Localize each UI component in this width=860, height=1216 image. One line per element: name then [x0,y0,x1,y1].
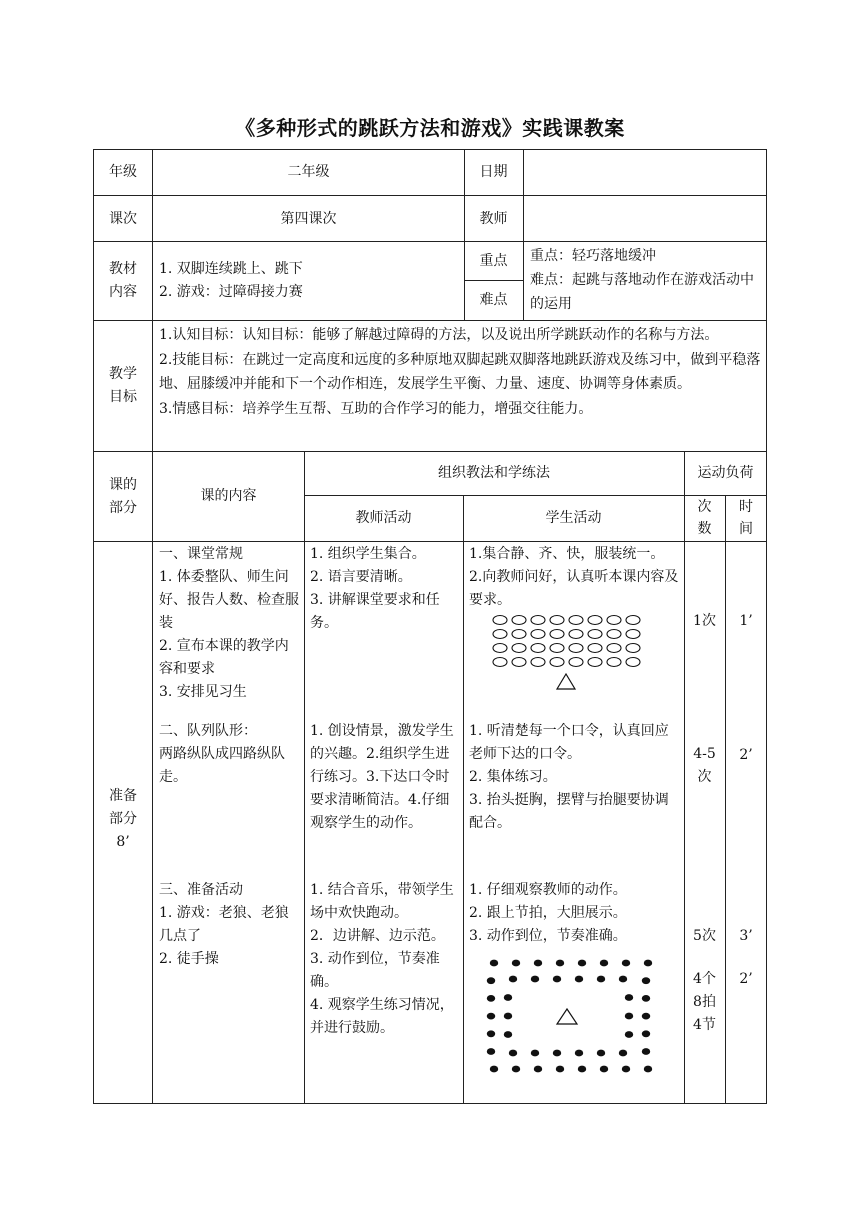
student-dot-icon [553,1050,561,1057]
count-4: 4个 8拍 4节 [693,970,716,1033]
teacher-triangle-icon [557,1009,577,1024]
student-oval-icon [626,616,640,625]
student-dot-icon [642,1013,650,1020]
student-oval-icon [512,630,526,639]
head-time: 时 间 [739,499,753,537]
time-1: 1’ [739,612,753,629]
head-count: 次 数 [697,499,712,537]
student-dot-icon [487,1013,495,1020]
student-oval-icon [626,658,640,667]
student-dot-icon [509,976,517,983]
student-oval-icon [531,644,545,653]
student-dot-icon [578,1066,586,1073]
student-dot-icon [600,960,608,967]
student-dot-icon [512,1066,520,1073]
student-dot-icon [578,960,586,967]
teacher-activity-1: 1. 组织学生集合。 2. 语言要清晰。 3. 讲解课堂要求和任务。 [310,546,440,631]
student-dot-icon [575,1050,583,1057]
time-3: 3’ [739,927,753,944]
student-dot-icon [509,1050,517,1057]
student-oval-icon [626,644,640,653]
student-dot-icon [490,1066,498,1073]
content-formation: 二、队列队形： 两路纵队成四路纵队走。 [159,723,285,785]
student-dot-icon [644,1066,652,1073]
count-2: 4-5 次 [693,746,716,785]
time-2: 2’ [739,746,753,763]
head-method: 组织教法和学练法 [438,464,550,481]
student-activity-3: 1. 仔细观察教师的动作。 2. 跟上节拍，大胆展示。 3. 动作到位，节奏准确。 [469,882,627,944]
date-label: 日期 [479,164,508,180]
student-oval-icon [550,630,564,639]
student-oval-icon [569,630,583,639]
content-label: 教材 内容 [109,261,137,300]
student-dot-icon [487,1048,495,1055]
student-oval-icon [493,644,507,653]
student-dot-icon [575,976,583,983]
student-activity-1: 1.集合静、齐、快，服装统一。 2.向教师问好，认真听本课内容及要求。 [469,546,679,608]
student-dot-icon [625,994,633,1001]
student-oval-icon [512,658,526,667]
student-oval-icon [569,644,583,653]
student-dot-icon [490,960,498,967]
content-items: 1. 双脚连续跳上、跳下 2. 游戏：过障碍接力赛 [159,261,303,300]
student-oval-icon [569,658,583,667]
student-oval-icon [550,616,564,625]
student-dot-icon [600,1066,608,1073]
student-dot-icon [556,960,564,967]
objectives-label: 教学 目标 [109,366,137,405]
student-oval-icon [588,658,602,667]
student-dot-icon [534,960,542,967]
head-load: 运动负荷 [697,464,754,481]
student-dot-icon [642,995,650,1002]
student-dot-icon [625,1013,633,1020]
grade-value: 二年级 [287,164,330,180]
lesson-value: 第四课次 [280,210,337,227]
head-student: 学生活动 [545,509,602,526]
count-3: 5次 [693,927,716,944]
student-oval-icon [493,630,507,639]
student-dot-icon [597,1050,605,1057]
content-routine: 一、课堂常规 1. 体委整队、师生问好、报告人数、检查服装 2. 宣布本课的教学内容和要求 3. 安排见习生 [159,546,299,700]
student-dot-icon [556,1066,564,1073]
student-dot-icon [642,977,650,984]
grade-label: 年级 [109,164,137,180]
student-dot-icon [504,1031,512,1038]
student-oval-icon [607,630,621,639]
student-activity-2: 1. 听清楚每一个口令，认真回应老师下达的口令。 2. 集体练习。 3. 抬头挺胸，摆臂与抬腿要协调配合。 [469,723,669,831]
student-dot-icon [553,976,561,983]
student-dot-icon [642,1048,650,1055]
student-oval-icon [607,616,621,625]
student-oval-icon [550,644,564,653]
student-oval-icon [607,658,621,667]
student-dot-icon [504,994,512,1001]
student-dot-icon [597,976,605,983]
time-4: 2’ [739,970,753,987]
student-dot-icon [625,1031,633,1038]
formation-square-diagram [486,957,656,1077]
teacher-triangle-icon [557,674,575,689]
lesson-plan-table [93,149,767,1104]
teacher-activity-2: 1. 创设情景，激发学生的兴趣。2.组织学生进行练习。3.下达口令时要求清晰简洁。4.仔细观察学生的动作。 [310,723,454,831]
count-1: 1次 [693,612,716,629]
student-dot-icon [534,1066,542,1073]
teacher-label: 教师 [479,210,508,227]
student-dot-icon [487,1030,495,1037]
student-dot-icon [644,960,652,967]
student-oval-icon [588,644,602,653]
student-oval-icon [626,630,640,639]
key-points: 重点：轻巧落地缓冲 难点：起跳与落地动作在游戏活动中的运用 [530,248,754,312]
student-dot-icon [504,1013,512,1020]
head-content: 课的内容 [200,488,257,504]
student-oval-icon [607,644,621,653]
student-dot-icon [619,976,627,983]
student-dot-icon [531,976,539,983]
student-dot-icon [487,995,495,1002]
student-oval-icon [512,644,526,653]
student-oval-icon [493,616,507,625]
student-oval-icon [569,616,583,625]
student-dot-icon [622,960,630,967]
student-dot-icon [487,977,495,984]
student-dot-icon [622,1066,630,1073]
student-oval-icon [512,616,526,625]
head-part: 课的 部分 [109,476,137,516]
section-part-label: 准备 部分 8’ [109,787,137,850]
student-oval-icon [550,658,564,667]
content-warmup: 三、准备活动 1. 游戏：老狼、老狼几点了 2. 徒手操 [159,882,289,967]
student-oval-icon [531,616,545,625]
objectives-text: 1.认知目标：认知目标：能够了解越过障碍的方法，以及说出所学跳跃动作的名称与方法。 2.技能目标：在跳过一定高度和远度的多种原地双脚起跳双脚落地跳跃游戏及练习中，做到平稳落地、屈膝缓冲并能和下一个动作相连，发展学生平衡、力量、速度、协调等身体素质。 3.情感目标：培养学生互帮、互助的合作学习的能力，增强交往能力。 [159,327,761,417]
head-teacher: 教师活动 [355,509,412,526]
lesson-label: 课次 [109,210,137,227]
student-oval-icon [588,630,602,639]
formation-grid-diagram [492,614,652,694]
page-title: 《多种形式的跳跃方法和游戏》实践课教案 [235,116,625,140]
key-label: 重点 [479,253,508,269]
student-dot-icon [531,1050,539,1057]
student-dot-icon [512,960,520,967]
teacher-value [523,196,767,242]
student-dot-icon [642,1030,650,1037]
student-oval-icon [531,658,545,667]
student-oval-icon [531,630,545,639]
student-oval-icon [493,658,507,667]
difficulty-label: 难点 [479,292,508,308]
student-oval-icon [588,616,602,625]
date-value [523,149,767,196]
teacher-activity-3: 1. 结合音乐，带领学生场中欢快跑动。 2．边讲解、边示范。 3. 动作到位，节奏准确。 4. 观察学生练习情况，并进行鼓励。 [310,882,454,1036]
student-dot-icon [619,1050,627,1057]
